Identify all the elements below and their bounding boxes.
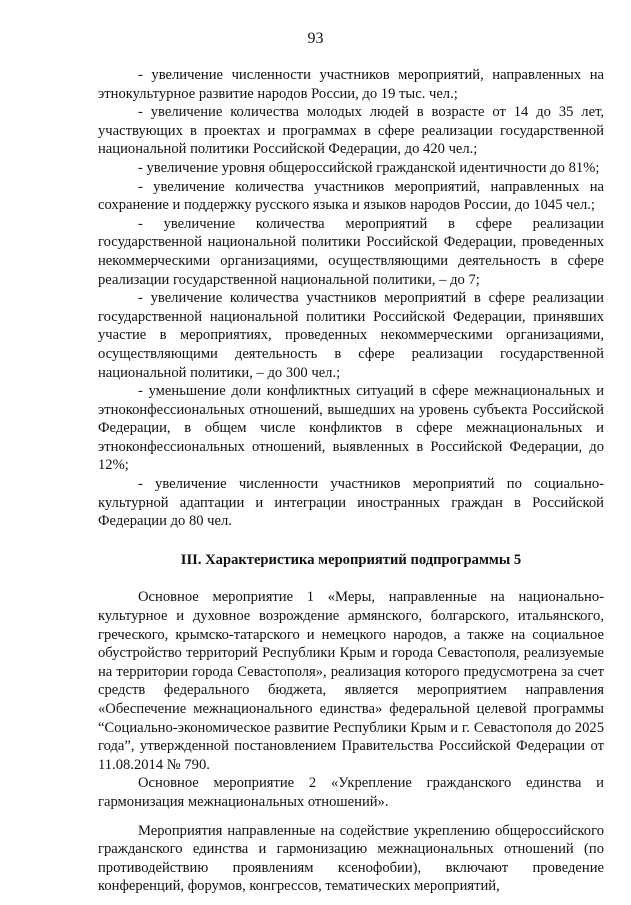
page-number: 93 <box>307 30 324 47</box>
section-paragraph: Основное мероприятие 2 «Укрепление гражданского единства и гармонизация межнациональных отношений». <box>98 775 604 810</box>
paragraph-gap <box>98 812 604 822</box>
bullet-paragraph: - увеличение количества молодых людей в возрасте от 14 до 35 лет, участвующих в проектах и программах в сфере реализации государственной национальной политики Российской Федерации, до 420 чел.; <box>98 104 604 158</box>
bullet-paragraph: - увеличение численности участников мероприятий, направленных на этнокультурное развитие народов России, до 19 тыс. чел.; <box>98 67 604 102</box>
bullet-paragraph: - уменьшение доли конфликтных ситуаций в сфере межнациональных и этноконфессиональных отношений, вышедших на уровень субъекта Российской Федерации, в общем числе конфликтов в сфере межнациональных и этноконфессиональных отношений, выявленных в Российской Федерации, до 12%; <box>98 383 604 474</box>
bullet-paragraph: - увеличение количества участников мероприятий в сфере реализации государственной национальной политики Российской Федерации, принявших участие в мероприятиях, проведенных некоммерческими организациями, осуществляющими деятельность в сфере реализации государственной национальной политики, – до 300 чел.; <box>98 290 604 381</box>
bullet-paragraph: - увеличение численности участников мероприятий по социально-культурной адаптации и интеграции иностранных граждан в Российской Федерации до 80 чел. <box>98 476 604 530</box>
section-paragraph: Основное мероприятие 1 «Меры, направленные на национально-культурное и духовное возрождение армянского, болгарского, итальянского, греческого, крымско-татарского и немецкого народов, а также на социальное обустройство территорий Республики Крым и города Севастополя, реализуемые на территории города Севастополя», реализация которого предусмотрена за счет средств федерального бюджета, является мероприятием направления «Обеспечение межнационального единства» федеральной целевой программы “Социально-экономическое развитие Республики Крым и г. Севастополя до 2025 года”, утвержденной постановлением Правительства Российской Федерации от 11.08.2014 № 790. <box>98 589 604 773</box>
section-heading: III. Характеристика мероприятий подпрограммы 5 <box>180 551 522 568</box>
document-body <box>98 66 604 896</box>
section-paragraph: Мероприятия направленные на содействие укреплению общероссийского гражданского единства и гармонизацию межнациональных отношений (по противодействию проявлениям ксенофобии), включают проведение конференций, форумов, конгрессов, тематических мероприятий, <box>98 822 604 895</box>
bullet-paragraph: - увеличение количества мероприятий в сфере реализации государственной национальной политики Российской Федерации, проведенных некоммерческими организациями, осуществляющими деятельность в сфере реализации государственной национальной политики, – до 7; <box>98 215 604 288</box>
bullet-paragraph: - увеличение количества участников мероприятий, направленных на сохранение и поддержку русского языка и языков народов России, до 1045 чел.; <box>98 178 604 214</box>
bullet-paragraph: - увеличение уровня общероссийской гражданской идентичности до 81%; <box>138 159 600 176</box>
